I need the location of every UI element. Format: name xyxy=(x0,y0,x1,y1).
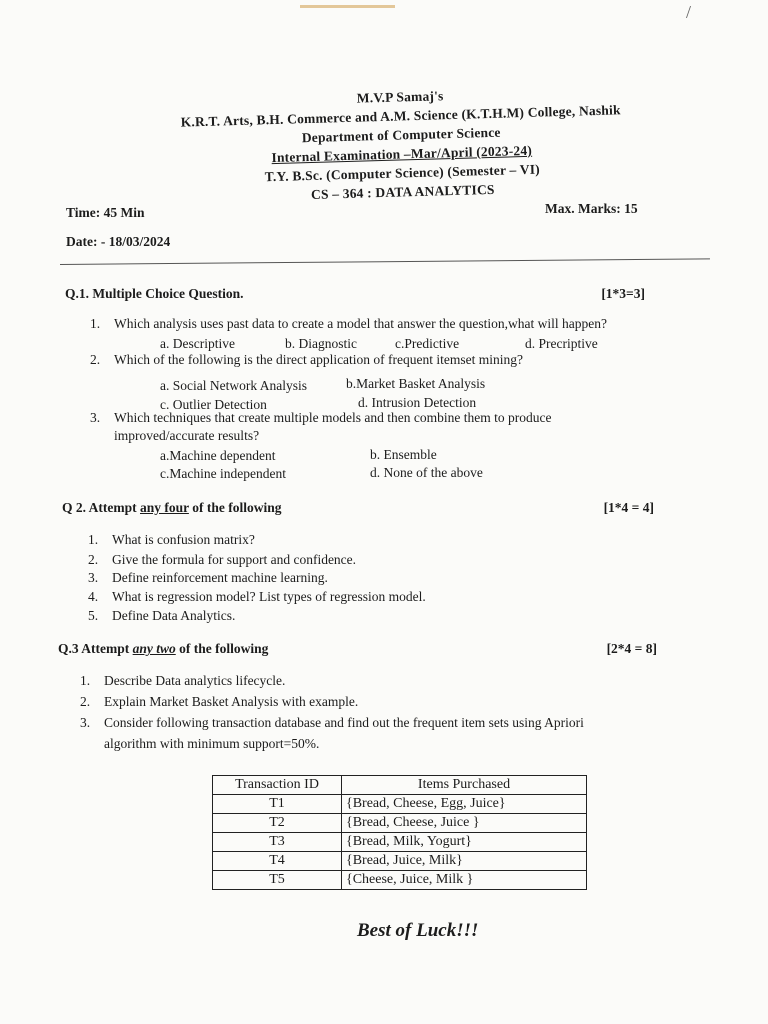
q3-title-emphasis: any two xyxy=(132,641,176,656)
header-subject: CS – 364 : DATA ANALYTICS xyxy=(310,181,495,202)
table-row xyxy=(213,795,587,814)
q2-item-3-text: Define reinforcement machine learning. xyxy=(112,570,328,585)
header-college: K.R.T. Arts, B.H. Commerce and A.M. Science (K.T.H.M) College, Nashik xyxy=(180,102,621,130)
column-header-items-purchased: Items Purchased xyxy=(342,776,587,795)
q1-item-3-number: 3. xyxy=(90,410,101,425)
q2-item-3 xyxy=(88,570,328,586)
paper-header xyxy=(130,80,673,209)
q2-title-emphasis: any four xyxy=(140,500,189,515)
corner-pen-mark: / xyxy=(686,2,692,22)
column-header-transaction-id: Transaction ID xyxy=(213,776,342,795)
transaction-id-cell: T2 xyxy=(213,814,342,833)
header-divider xyxy=(60,258,710,265)
option-b: b.Market Basket Analysis xyxy=(346,376,486,391)
q3-item-3-number: 3. xyxy=(80,715,91,730)
best-of-luck-footer: Best of Luck!!! xyxy=(357,920,479,941)
q2-title-prefix: Q 2. Attempt xyxy=(62,500,140,515)
exam-time: Time: 45 Min xyxy=(66,205,145,220)
option-c: c.Predictive xyxy=(395,336,460,351)
q2-item-1 xyxy=(88,532,255,548)
items-cell: {Bread, Cheese, Juice } xyxy=(342,814,587,833)
option-c: c.Machine independent xyxy=(160,466,286,481)
q2-item-4-text: What is regression model? List types of regression model. xyxy=(112,589,426,604)
q3-item-1-text: Describe Data analytics lifecycle. xyxy=(104,673,286,688)
table-row xyxy=(213,833,587,852)
q2-item-5-number: 5. xyxy=(88,608,99,623)
q2-item-3-number: 3. xyxy=(88,570,99,585)
transaction-id-cell: T3 xyxy=(213,833,342,852)
top-scan-mark xyxy=(300,5,395,8)
q1-heading xyxy=(65,286,665,302)
q2-item-2-text: Give the formula for support and confidence. xyxy=(112,552,357,567)
q1-item-1 xyxy=(90,316,607,332)
option-b: b. Ensemble xyxy=(370,447,437,462)
header-exam: Internal Examination –Mar/April (2023-24) xyxy=(271,142,533,166)
q2-marks: [1*4 = 4] xyxy=(603,500,654,515)
max-marks: Max. Marks: 15 xyxy=(545,201,638,216)
q1-item-2-number: 2. xyxy=(90,352,101,367)
table-row xyxy=(213,814,587,833)
header-department: Department of Computer Science xyxy=(301,124,501,146)
q1-item-2 xyxy=(90,352,523,368)
q2-item-4 xyxy=(88,589,426,605)
q3-heading xyxy=(58,641,661,657)
q3-item-1 xyxy=(80,673,285,689)
transaction-id-cell: T4 xyxy=(213,852,342,871)
q2-item-2-number: 2. xyxy=(88,552,99,567)
q3-item-1-number: 1. xyxy=(80,673,91,688)
q2-title-suffix: of the following xyxy=(188,500,282,515)
q1-item-3 xyxy=(90,410,551,426)
q2-heading xyxy=(62,500,662,516)
option-d: d. Intrusion Detection xyxy=(358,395,477,410)
q3-item-3-text: Consider following transaction database and find out the frequent item sets using Apriori xyxy=(104,715,584,730)
option-d: d. Precriptive xyxy=(525,336,598,351)
q2-item-5-text: Define Data Analytics. xyxy=(112,608,236,623)
q1-item-1-number: 1. xyxy=(90,316,101,331)
q2-item-1-number: 1. xyxy=(88,532,99,547)
q3-item-3 xyxy=(80,715,584,731)
exam-date: Date: - 18/03/2024 xyxy=(66,234,171,249)
q3-item-2 xyxy=(80,694,358,710)
header-society: M.V.P Samaj's xyxy=(356,88,444,106)
table-row xyxy=(213,852,587,871)
transaction-table xyxy=(212,775,587,890)
q1-item-3-text-cont: improved/accurate results? xyxy=(114,428,260,443)
q1-title: Q.1. Multiple Choice Question. xyxy=(65,286,244,301)
q1-marks: [1*3=3] xyxy=(601,286,645,301)
option-d: d. None of the above xyxy=(370,465,483,480)
q1-item-2-text: Which of the following is the direct application of frequent itemset mining? xyxy=(114,352,524,367)
q2-item-1-text: What is confusion matrix? xyxy=(112,532,255,547)
table-row xyxy=(213,871,587,890)
transaction-id-cell: T5 xyxy=(213,871,342,890)
q1-item-3-options xyxy=(160,448,660,484)
header-class: T.Y. B.Sc. (Computer Science) (Semester – VI) xyxy=(264,161,541,185)
q3-item-2-number: 2. xyxy=(80,694,91,709)
option-c: c. Outlier Detection xyxy=(160,397,267,412)
q3-title-suffix: of the following xyxy=(175,641,269,656)
option-a: a. Descriptive xyxy=(160,336,235,351)
q1-item-3-text: Which techniques that create multiple models and then combine them to produce xyxy=(114,410,552,425)
items-cell: {Bread, Milk, Yogurt} xyxy=(342,833,587,852)
q3-item-2-text: Explain Market Basket Analysis with example. xyxy=(104,694,359,709)
table-header-row xyxy=(213,776,587,795)
q1-item-2-options xyxy=(160,378,660,414)
q3-marks: [2*4 = 8] xyxy=(606,641,657,656)
items-cell: {Bread, Juice, Milk} xyxy=(342,852,587,871)
q3-title-prefix: Q.3 Attempt xyxy=(58,641,133,656)
q2-item-2 xyxy=(88,552,356,568)
option-a: a.Machine dependent xyxy=(160,448,276,463)
q1-item-1-text: Which analysis uses past data to create a model that answer the question,what will happen? xyxy=(114,316,607,331)
q3-item-3-text-cont: algorithm with minimum support=50%. xyxy=(104,736,320,751)
option-b: b. Diagnostic xyxy=(285,336,357,351)
q2-item-4-number: 4. xyxy=(88,589,99,604)
items-cell: {Cheese, Juice, Milk } xyxy=(342,871,587,890)
q2-item-5 xyxy=(88,608,235,624)
transaction-id-cell: T1 xyxy=(213,795,342,814)
items-cell: {Bread, Cheese, Egg, Juice} xyxy=(342,795,587,814)
option-a: a. Social Network Analysis xyxy=(160,378,307,393)
